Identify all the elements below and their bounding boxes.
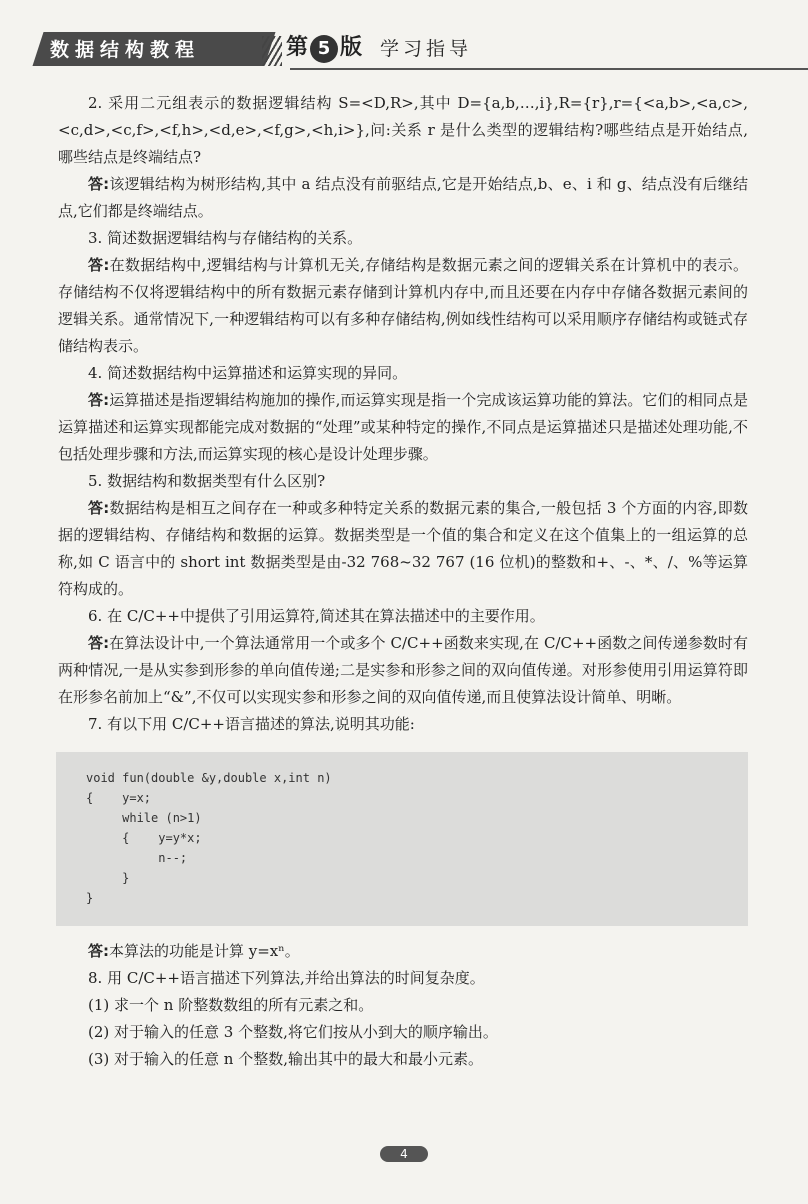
paragraph bbox=[58, 252, 748, 360]
paragraph-text: 本算法的功能是计算 y=xⁿ。 bbox=[109, 942, 300, 960]
page-header bbox=[0, 22, 808, 68]
paragraph bbox=[58, 90, 748, 171]
answer-label: 答: bbox=[88, 391, 110, 409]
paragraph bbox=[58, 938, 748, 965]
paragraph-text: 3. 简述数据逻辑结构与存储结构的关系。 bbox=[88, 229, 363, 247]
edition-suffix: 版 bbox=[340, 35, 363, 60]
paragraph bbox=[58, 603, 748, 630]
header-rule bbox=[290, 68, 808, 70]
paragraph-text: (1) 求一个 n 阶整数数组的所有元素之和。 bbox=[88, 996, 374, 1014]
paragraph-text: 5. 数据结构和数据类型有什么区别? bbox=[88, 472, 326, 490]
paragraph-text: 在算法设计中,一个算法通常用一个或多个 C/C++函数来实现,在 C/C++函数之间传递参数时有两种情况,一是从实参到形参的单向值传递;二是实参和形参之间的双向值传递。对形参使用引用运算符即在形参名前加上“&”,不仅可以实现实参和形参之间的双向值传递,而且使算法设计简单、明晰。 bbox=[58, 634, 748, 706]
paragraph-text: 数据结构是相互之间存在一种或多种特定关系的数据元素的集合,一般包括 3 个方面的内容,即数据的逻辑结构、存储结构和数据的运算。数据类型是一个值的集合和定义在这个值集上的一组运算的总称,如 C 语言中的 short int 数据类型是由-32 768~32 767 (16 位机)的整数和+、-、*、/、%等运算符构成的。 bbox=[58, 499, 748, 598]
paragraph bbox=[58, 1046, 748, 1073]
edition-number: 5 bbox=[310, 35, 338, 63]
header-subtitle: 学习指导 bbox=[380, 38, 473, 60]
paragraph-text: 8. 用 C/C++语言描述下列算法,并给出算法的时间复杂度。 bbox=[88, 969, 485, 987]
paragraph-text: (3) 对于输入的任意 n 个整数,输出其中的最大和最小元素。 bbox=[88, 1050, 483, 1068]
paragraph bbox=[58, 495, 748, 603]
edition-label bbox=[286, 30, 362, 63]
header-stripes bbox=[262, 36, 282, 66]
paragraph-text: 4. 简述数据结构中运算描述和运算实现的异同。 bbox=[88, 364, 408, 382]
page-content bbox=[58, 90, 748, 1073]
answer-label: 答: bbox=[88, 942, 109, 960]
paragraph-text: 6. 在 C/C++中提供了引用运算符,简述其在算法描述中的主要作用。 bbox=[88, 607, 545, 625]
paragraph bbox=[58, 992, 748, 1019]
paragraph-text: 7. 有以下用 C/C++语言描述的算法,说明其功能: bbox=[88, 715, 415, 733]
paragraph bbox=[58, 225, 748, 252]
paragraph bbox=[58, 387, 748, 468]
paragraph-text: 运算描述是指逻辑结构施加的操作,而运算实现是指一个完成该运算功能的算法。它们的相同点是运算描述和运算实现都能完成对数据的“处理”或某种特定的操作,不同点是运算描述只是描述处理功能,不包括处理步骤和方法,而运算实现的核心是设计处理步骤。 bbox=[58, 391, 749, 463]
paragraph bbox=[58, 360, 748, 387]
page-number: 4 bbox=[380, 1146, 428, 1162]
paragraph-list bbox=[58, 90, 748, 738]
paragraph-text: 在数据结构中,逻辑结构与计算机无关,存储结构是数据元素之间的逻辑关系在计算机中的表示。存储结构不仅将逻辑结构中的所有数据元素存储到计算机内存中,而且还要在内存中存储各数据元素间的逻辑关系。通常情况下,一种逻辑结构可以有多种存储结构,例如线性结构可以采用顺序存储结构或链式存储结构表示。 bbox=[58, 256, 748, 355]
answer-label: 答: bbox=[88, 175, 110, 193]
paragraph bbox=[58, 711, 748, 738]
paragraph-text: 2. 采用二元组表示的数据逻辑结构 S=<D,R>,其中 D={a,b,…,i},R={r},r={<a,b>,<a,c>,<c,d>,<c,f>,<f,h>,<d,e>,<f,g>,<h,i>},问:关系 r 是什么类型的逻辑结构?哪些结点是开始结点,哪些结点是终端结点? bbox=[58, 94, 748, 166]
paragraph-text: (2) 对于输入的任意 3 个整数,将它们按从小到大的顺序输出。 bbox=[88, 1023, 498, 1041]
paragraph-text: 该逻辑结构为树形结构,其中 a 结点没有前驱结点,它是开始结点,b、e、i 和 g、结点没有后继结点,它们都是终端结点。 bbox=[58, 175, 748, 220]
after-code-list bbox=[58, 938, 748, 1073]
paragraph bbox=[58, 965, 748, 992]
answer-label: 答: bbox=[88, 256, 110, 274]
answer-label: 答: bbox=[88, 634, 110, 652]
paragraph bbox=[58, 1019, 748, 1046]
edition-prefix: 第 bbox=[286, 35, 309, 60]
code-block: void fun(double &y,double x,int n) { y=x; while (n>1) { y=y*x; n--; } } bbox=[56, 752, 748, 926]
paragraph bbox=[58, 468, 748, 495]
answer-label: 答: bbox=[88, 499, 110, 517]
book-title: 数据结构教程 bbox=[50, 39, 201, 61]
paragraph bbox=[58, 630, 748, 711]
paragraph bbox=[58, 171, 748, 225]
